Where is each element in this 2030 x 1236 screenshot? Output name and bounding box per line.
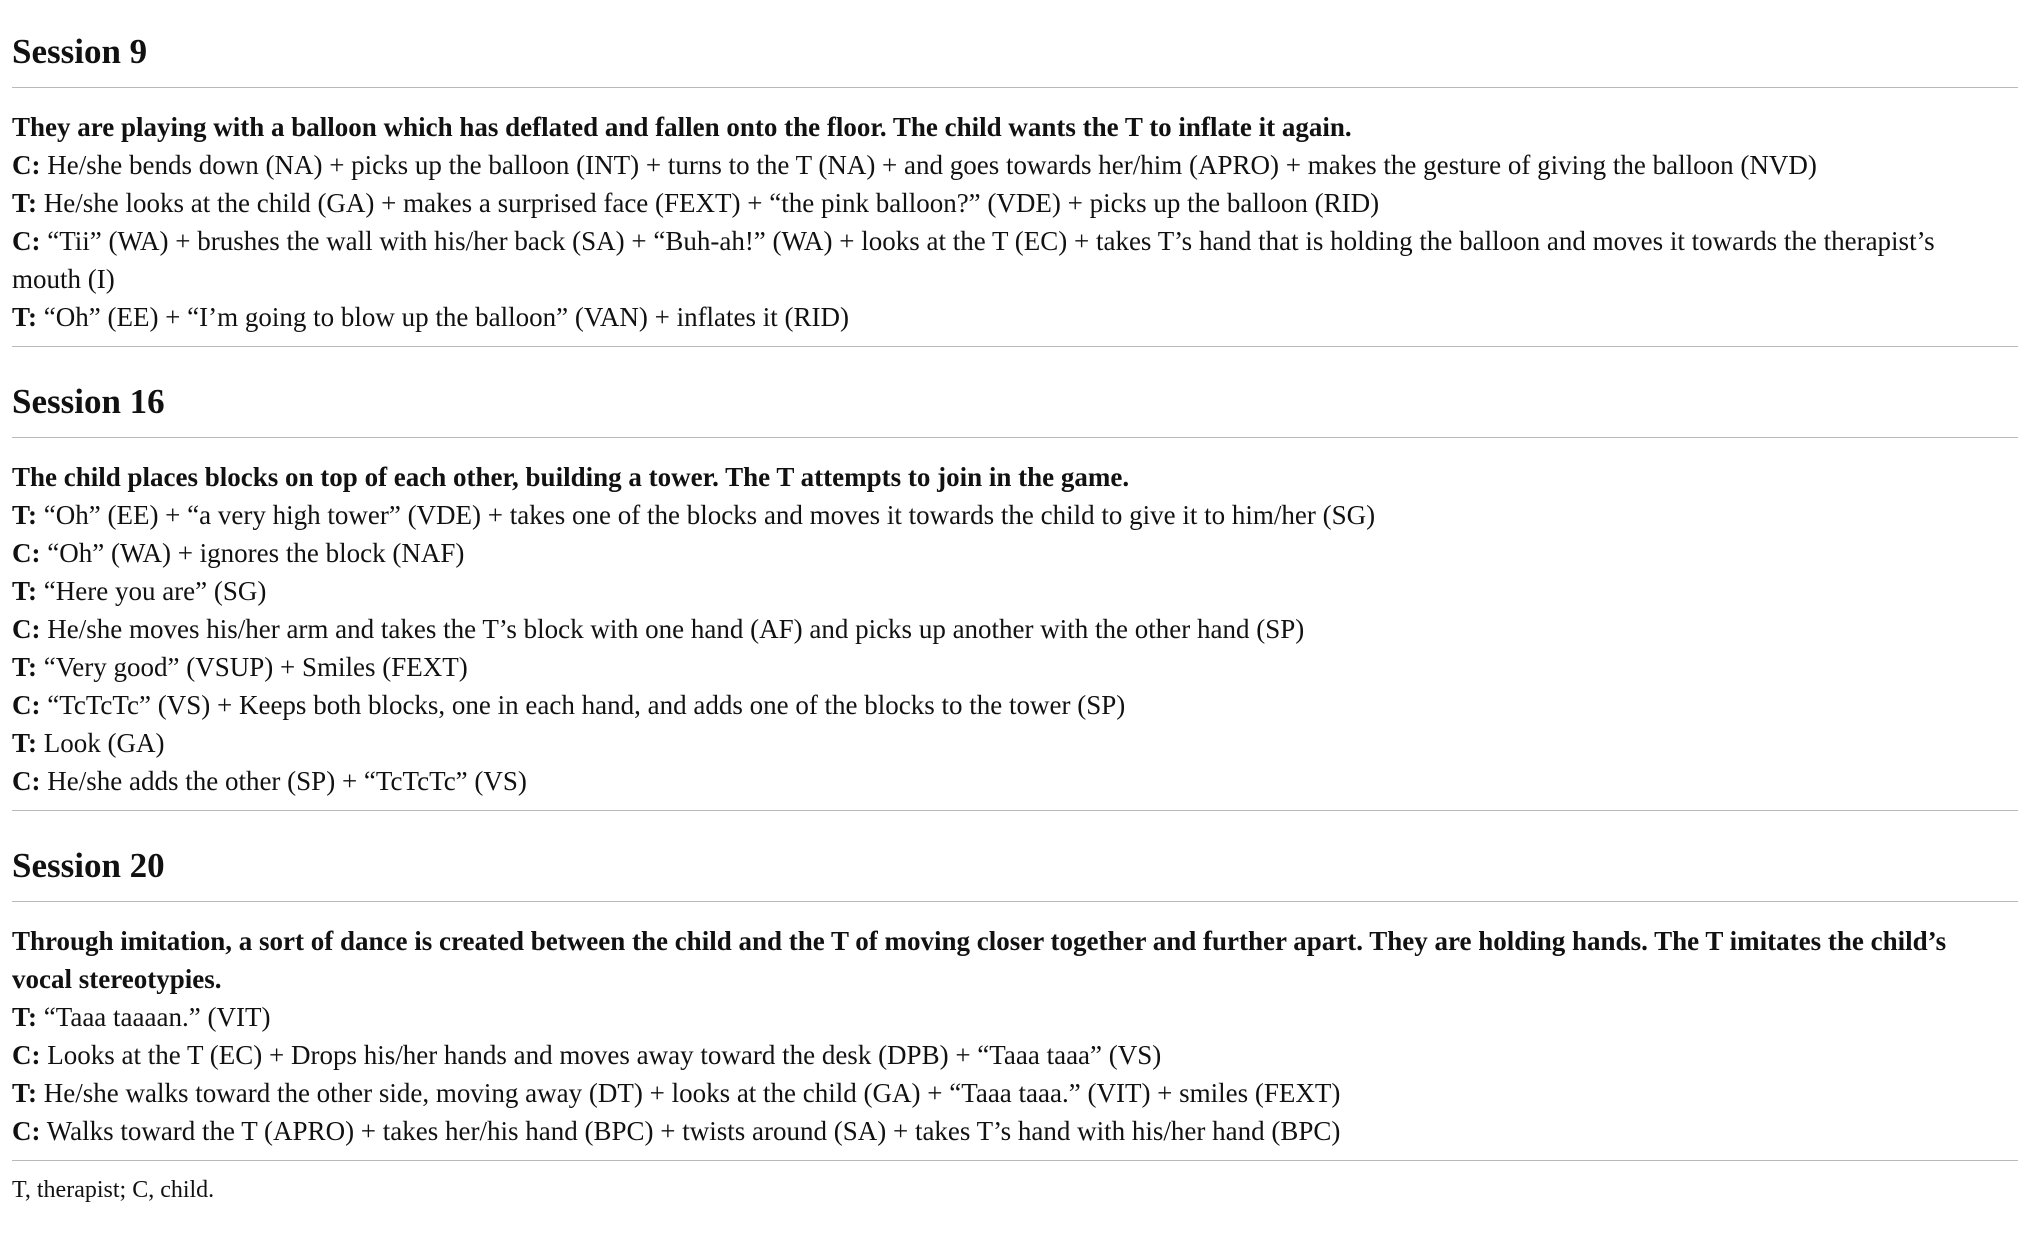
speaker-label: C:: [12, 1040, 41, 1070]
session-title: Session 9: [12, 32, 148, 71]
speaker-label: T:: [12, 1078, 37, 1108]
turn-text: “Oh” (EE) + “I’m going to blow up the balloon” (VAN) + inflates it (RID): [37, 302, 850, 332]
session-body: [12, 902, 1967, 1160]
turn-line: [12, 1112, 1967, 1150]
turn-line: [12, 496, 1967, 534]
turn-line: [12, 610, 1967, 648]
turn-text: “Here you are” (SG): [37, 576, 267, 606]
turn-line: [12, 572, 1967, 610]
turn-text: He/she walks toward the other side, moving away (DT) + looks at the child (GA) + “Taaa taaa.” (VIT) + smiles (FEXT): [37, 1078, 1341, 1108]
speaker-label: C:: [12, 766, 41, 796]
speaker-label: C:: [12, 538, 41, 568]
speaker-label: T:: [12, 188, 37, 218]
turn-text: He/she moves his/her arm and takes the T’s block with one hand (AF) and picks up another with the other hand (SP): [40, 614, 1305, 644]
session-context: They are playing with a balloon which has deflated and fallen onto the floor. The child wants the T to inflate it again.: [12, 112, 1352, 142]
session-block: [12, 0, 2018, 347]
turn-line: [12, 184, 1967, 222]
turn-line: [12, 298, 1967, 336]
session-body: [12, 88, 1967, 346]
session-context: Through imitation, a sort of dance is created between the child and the T of moving closer together and further apart. They are holding hands. The T imitates the child’s vocal stereotypies.: [12, 926, 1947, 994]
turn-line: [12, 534, 1967, 572]
turn-text: “Taaa taaaan.” (VIT): [37, 1002, 271, 1032]
turn-text: “Oh” (WA) + ignores the block (NAF): [40, 538, 465, 568]
speaker-label: C:: [12, 690, 41, 720]
turn-text: He/she looks at the child (GA) + makes a surprised face (FEXT) + “the pink balloon?” (VDE) + picks up the balloon (RID): [37, 188, 1380, 218]
speaker-label: T:: [12, 652, 37, 682]
turn-text: “Oh” (EE) + “a very high tower” (VDE) + takes one of the blocks and moves it towards the child to give it to him/her (SG): [37, 500, 1376, 530]
speaker-label: T:: [12, 302, 37, 332]
turn-text: He/she adds the other (SP) + “TcTcTc” (VS): [40, 766, 527, 796]
session-title: Session 20: [12, 846, 165, 885]
turn-line: [12, 724, 1967, 762]
session-block: [12, 347, 2018, 811]
turn-line: [12, 762, 1967, 800]
turn-line: [12, 998, 1967, 1036]
speaker-label: C:: [12, 150, 41, 180]
turn-text: He/she bends down (NA) + picks up the balloon (INT) + turns to the T (NA) + and goes towards her/him (APRO) + makes the gesture of giving the balloon (NVD): [40, 150, 1817, 180]
turn-line: [12, 146, 1967, 184]
session-block: [12, 811, 2018, 1161]
turn-line: [12, 648, 1967, 686]
turn-line: [12, 1036, 1967, 1074]
turn-line: [12, 686, 1967, 724]
turn-text: “TcTcTc” (VS) + Keeps both blocks, one in each hand, and adds one of the blocks to the tower (SP): [40, 690, 1126, 720]
speaker-label: C:: [12, 614, 41, 644]
speaker-label: T:: [12, 576, 37, 606]
session-title: Session 16: [12, 382, 165, 421]
turn-text: Walks toward the T (APRO) + takes her/his hand (BPC) + twists around (SA) + takes T’s hand with his/her hand (BPC): [40, 1116, 1341, 1146]
turn-text: “Very good” (VSUP) + Smiles (FEXT): [37, 652, 468, 682]
speaker-label: T:: [12, 728, 37, 758]
turn-text: “Tii” (WA) + brushes the wall with his/her back (SA) + “Buh-ah!” (WA) + looks at the T (EC) + takes T’s hand that is holding the balloon and moves it towards the therapist’s mouth (I): [12, 226, 1935, 294]
speaker-label: C:: [12, 1116, 41, 1146]
turn-line: [12, 1074, 1967, 1112]
turn-text: Look (GA): [37, 728, 165, 758]
turn-text: Looks at the T (EC) + Drops his/her hands and moves away toward the desk (DPB) + “Taaa taaa” (VS): [40, 1040, 1162, 1070]
speaker-label: T:: [12, 1002, 37, 1032]
session-context: The child places blocks on top of each other, building a tower. The T attempts to join in the game.: [12, 462, 1130, 492]
speaker-label: C:: [12, 226, 41, 256]
turn-line: [12, 222, 1967, 298]
session-body: [12, 438, 1967, 810]
table-footnote: T, therapist; C, child.: [12, 1177, 215, 1203]
speaker-label: T:: [12, 500, 37, 530]
